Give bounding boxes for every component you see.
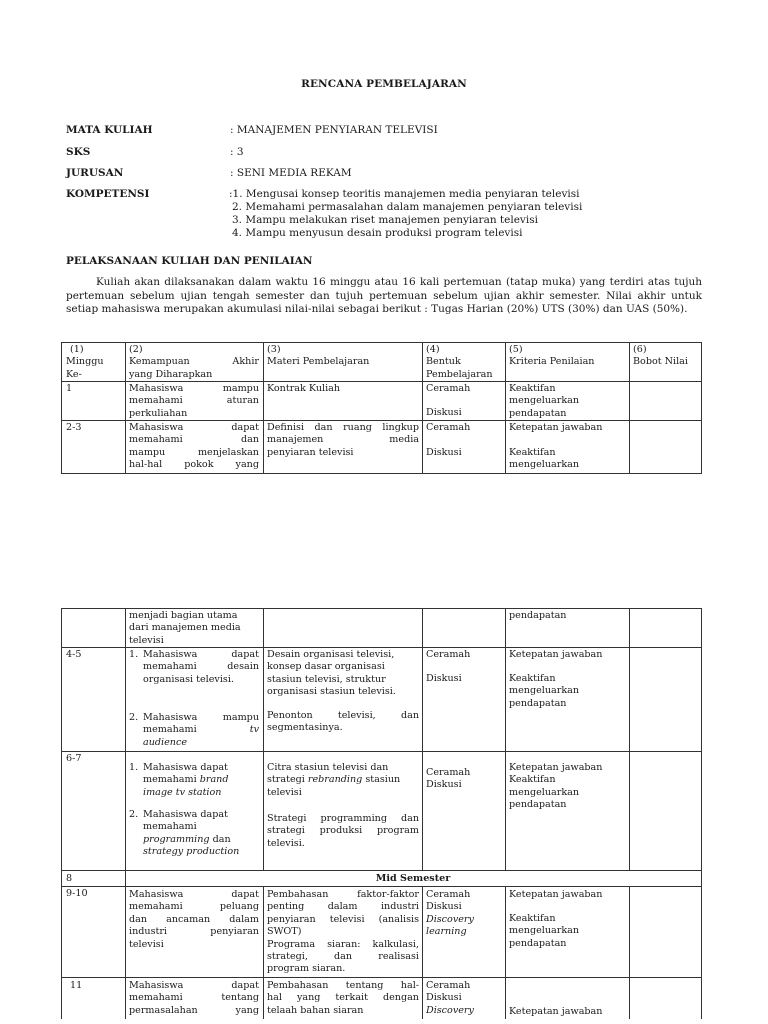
kompetensi-item: 3. Mampu melakukan riset manajemen penyiaran televisi: [232, 214, 538, 226]
row-week: 2-3: [66, 422, 82, 433]
cell-line: Mahasiswa dapat: [129, 889, 259, 900]
cell-line: memahami desain: [143, 661, 259, 673]
cell-line: memahami: [143, 821, 197, 833]
row-bentuk-2: Diskusi: [426, 779, 462, 790]
row-materi-a: [267, 649, 419, 699]
header-text: Kemampuan Akhir: [129, 356, 259, 368]
row-kriteria: [509, 762, 602, 812]
cell-line: Mahasiswa dapat: [143, 809, 228, 820]
cell-line: Mahasiswa dapat: [129, 422, 259, 433]
row-kemampuan: [129, 980, 259, 1017]
cell-line: permasalahan yang: [129, 1004, 259, 1016]
paragraph-line: Kuliah akan dilaksanakan dalam waktu 16 minggu atau 16 kali pertemuan (tatap muka) yang terdiri atas tujuh: [96, 276, 702, 288]
kompetensi-item: 2. Memahami permasalahan dalam manajemen penyiaran televisi: [232, 201, 583, 213]
header-text: yang Diharapkan: [129, 368, 213, 380]
row-bentuk-1: Ceramah: [426, 767, 471, 778]
section-heading: PELAKSANAAN KULIAH DAN PENILAIAN: [66, 255, 313, 267]
mid-semester-label: Mid Semester: [375, 873, 451, 884]
cell-line: hal yang terkait dengan: [267, 992, 419, 1004]
info-label: SKS: [66, 146, 91, 158]
cell-line: pendapatan: [509, 697, 567, 709]
cell-line: Penonton televisi, dan: [267, 710, 419, 721]
cell-line: image tv station: [143, 786, 222, 798]
cell-line: penyiaran televisi: [267, 446, 354, 458]
row-materi: [267, 980, 419, 1017]
cell-line: pendapatan: [509, 937, 567, 949]
schedule-table-part-1: [61, 342, 702, 474]
cell-line: Mahasiswa dapat: [129, 980, 259, 991]
row-kemampuan-item-1: [129, 649, 259, 689]
cell-line: memahami peluang: [129, 901, 259, 913]
cell-line: menjadi bagian utama: [129, 610, 238, 621]
row-week: 6-7: [66, 753, 82, 764]
row-week: 11: [70, 980, 83, 991]
header-text: Pembelajaran: [426, 368, 493, 380]
cell-line: pendapatan: [509, 407, 567, 419]
cell-line: televisi: [129, 634, 164, 646]
row-kriteria: Ketepatan jawaban: [509, 1006, 603, 1017]
row-materi: [267, 422, 419, 459]
cell-line: audience: [143, 736, 188, 748]
row-kemampuan-continued: [129, 610, 259, 647]
cell-line: programming: [143, 833, 210, 845]
cell-line: Definisi dan ruang lingkup: [267, 422, 419, 433]
cell-line: televisi: [267, 786, 302, 798]
cell-line: industri penyiaran: [129, 926, 259, 938]
cell-line: Diskusi: [426, 901, 462, 913]
cell-line: Ceramah: [426, 980, 471, 991]
cell-line: televisi: [129, 938, 164, 950]
info-value: : MANAJEMEN PENYIARAN TELEVISI: [230, 124, 438, 136]
cell-line: organisasi televisi.: [143, 673, 234, 685]
cell-line: rebranding: [307, 774, 363, 786]
cell-line: organisasi stasiun televisi.: [267, 686, 396, 698]
cell-line: Programa siaran: kalkulasi,: [267, 938, 419, 950]
cell-line: Desain organisasi televisi,: [267, 649, 395, 660]
cell-line: Discovery: [426, 913, 474, 925]
kompetensi-item: :1. Mengusai konsep teoritis manajemen media penyiaran televisi: [229, 188, 580, 200]
cell-line: tv: [249, 724, 259, 736]
cell-line: program siaran.: [267, 963, 346, 975]
header-bentuk: [426, 344, 504, 381]
cell-line: dan: [212, 833, 231, 845]
header-num: (3): [267, 344, 281, 355]
list-number: 1.: [129, 649, 139, 660]
cell-line: Strategi programming dan: [267, 813, 419, 824]
row-materi-b: [267, 710, 419, 735]
info-value: : 3: [230, 146, 244, 158]
row-kriteria-a: Ketepatan jawaban: [509, 649, 603, 660]
header-text: Kriteria Penilaian: [509, 356, 595, 368]
cell-line: manajemen media: [267, 434, 419, 446]
cell-line: SWOT): [267, 926, 302, 938]
cell-line: memahami: [143, 774, 197, 786]
document-title: RENCANA PEMBELAJARAN: [301, 78, 467, 90]
cell-line: strategy production: [143, 846, 240, 858]
cell-line: mengeluarkan: [509, 395, 580, 407]
paragraph-line: setiap mahasiswa merupakan akumulasi nilai-nilai sebagai berikut : Tugas Harian (20%) UTS (30%) dan UAS (50%).: [66, 303, 688, 315]
cell-line: telaah bahan siaran: [267, 1004, 364, 1016]
cell-line: Keaktifan: [509, 673, 556, 684]
cell-line: Keaktifan: [509, 774, 556, 786]
header-bobot: [633, 344, 699, 369]
cell-line: mengeluarkan: [509, 925, 580, 937]
row-kriteria-a: Ketepatan jawaban: [509, 889, 603, 900]
cell-line: memahami dan: [129, 434, 259, 446]
row-kemampuan: [129, 422, 259, 472]
header-num: (5): [509, 344, 523, 355]
row-bentuk-1: Ceramah: [426, 422, 471, 433]
cell-line: strategi produksi program: [267, 825, 419, 837]
header-materi: [267, 344, 419, 369]
header-minggu: [66, 344, 122, 381]
row-kemampuan-item-2: [129, 712, 259, 752]
row-kemampuan-item-1: [129, 762, 259, 802]
row-kriteria-continued: pendapatan: [509, 610, 567, 621]
cell-line: Citra stasiun televisi dan: [267, 762, 389, 773]
header-text: Bentuk: [426, 356, 461, 368]
cell-line: penting dalam industri: [267, 901, 419, 913]
description-paragraph: [66, 276, 702, 317]
row-kemampuan: [129, 889, 259, 951]
kompetensi-item: 4. Mampu menyusun desain produksi program televisi: [232, 227, 523, 239]
cell-line: stasiun televisi, struktur: [267, 673, 386, 685]
cell-line: Mahasiswa dapat: [143, 649, 259, 660]
cell-line: Keaktifan: [509, 913, 556, 924]
header-num: (1): [70, 344, 84, 355]
schedule-table-part-2: [61, 608, 702, 1019]
row-bentuk-2: Diskusi: [426, 673, 462, 684]
row-kemampuan-item-2: [129, 809, 259, 865]
cell-line: Pembahasan faktor-faktor: [267, 889, 419, 900]
cell-line: perkuliahan: [129, 407, 188, 419]
cell-line: Diskusi: [426, 992, 462, 1004]
row-kriteria: [509, 383, 579, 420]
row-kriteria-b: [509, 673, 579, 710]
header-text: Ke-: [66, 368, 82, 380]
row-kemampuan: [129, 383, 259, 420]
cell-line: Mahasiswa mampu: [143, 712, 259, 723]
header-kemampuan: [129, 344, 259, 381]
cell-line: stasiun: [365, 774, 401, 786]
cell-line: penyiaran televisi (analisis: [267, 913, 419, 925]
paragraph-line: pertemuan sebelum ujian tengah semester dan tujuh pertemuan sebelum ujian akhir semester. Nilai akhir untuk: [66, 289, 702, 302]
list-number: 2.: [129, 809, 139, 820]
header-num: (4): [426, 344, 440, 355]
cell-line: brand: [199, 774, 229, 786]
cell-line: segmentasinya.: [267, 722, 343, 734]
row-materi: Kontrak Kuliah: [267, 383, 341, 394]
header-text: Materi Pembelajaran: [267, 356, 370, 368]
row-bentuk: [426, 980, 474, 1017]
header-num: (6): [633, 344, 647, 355]
list-number: 1.: [129, 762, 139, 773]
cell-line: Pembahasan tentang hal-: [267, 980, 419, 991]
row-bentuk-2: Diskusi: [426, 407, 462, 418]
cell-line: hal-hal pokok yang: [129, 459, 259, 471]
cell-line: Keaktifan: [509, 447, 556, 458]
row-kriteria-b: [509, 913, 579, 950]
row-week: 1: [66, 383, 73, 394]
row-week: 4-5: [66, 649, 82, 660]
cell-line: Mahasiswa mampu: [129, 383, 259, 394]
row-week: 8: [66, 873, 73, 884]
info-value: : SENI MEDIA REKAM: [230, 167, 352, 179]
info-label: MATA KULIAH: [66, 124, 153, 136]
info-label: JURUSAN: [66, 167, 124, 179]
row-bentuk: [426, 889, 474, 939]
cell-line: televisi.: [267, 837, 305, 849]
cell-line: learning: [426, 926, 467, 938]
cell-line: Discovery: [426, 1004, 474, 1016]
row-materi: [267, 889, 419, 976]
row-kriteria-a: Ketepatan jawaban: [509, 422, 603, 433]
row-bentuk-2: Diskusi: [426, 447, 462, 458]
cell-line: strategi: [267, 774, 305, 786]
cell-line: Keaktifan: [509, 383, 556, 394]
cell-line: mengeluarkan: [509, 786, 580, 798]
header-text: Bobot Nilai: [633, 356, 688, 368]
cell-line: mampu menjelaskan: [129, 446, 259, 458]
row-bentuk-1: Ceramah: [426, 383, 471, 394]
cell-line: mengeluarkan: [509, 685, 580, 697]
cell-line: dan ancaman dalam: [129, 913, 259, 925]
cell-line: memahami: [143, 724, 197, 736]
cell-line: memahami tentang: [129, 992, 259, 1004]
cell-line: Mahasiswa dapat: [143, 762, 228, 773]
cell-line: mengeluarkan: [509, 459, 580, 471]
row-kriteria-b: [509, 447, 579, 472]
header-num: (2): [129, 344, 143, 355]
row-week: 9-10: [66, 888, 88, 899]
header-text: Minggu: [66, 356, 104, 368]
info-label: KOMPETENSI: [66, 188, 150, 200]
list-number: 2.: [129, 712, 139, 723]
cell-line: Ketepatan jawaban: [509, 762, 603, 773]
cell-line: pendapatan: [509, 799, 567, 811]
cell-line: memahami aturan: [129, 395, 259, 407]
cell-line: dari manajemen media: [129, 622, 241, 634]
cell-line: Ceramah: [426, 889, 471, 900]
row-bentuk-1: Ceramah: [426, 649, 471, 660]
row-materi-a: [267, 762, 419, 799]
row-materi-b: [267, 813, 419, 850]
cell-line: strategi, dan realisasi: [267, 951, 419, 963]
cell-line: konsep dasar organisasi: [267, 661, 385, 673]
header-kriteria: [509, 344, 626, 369]
